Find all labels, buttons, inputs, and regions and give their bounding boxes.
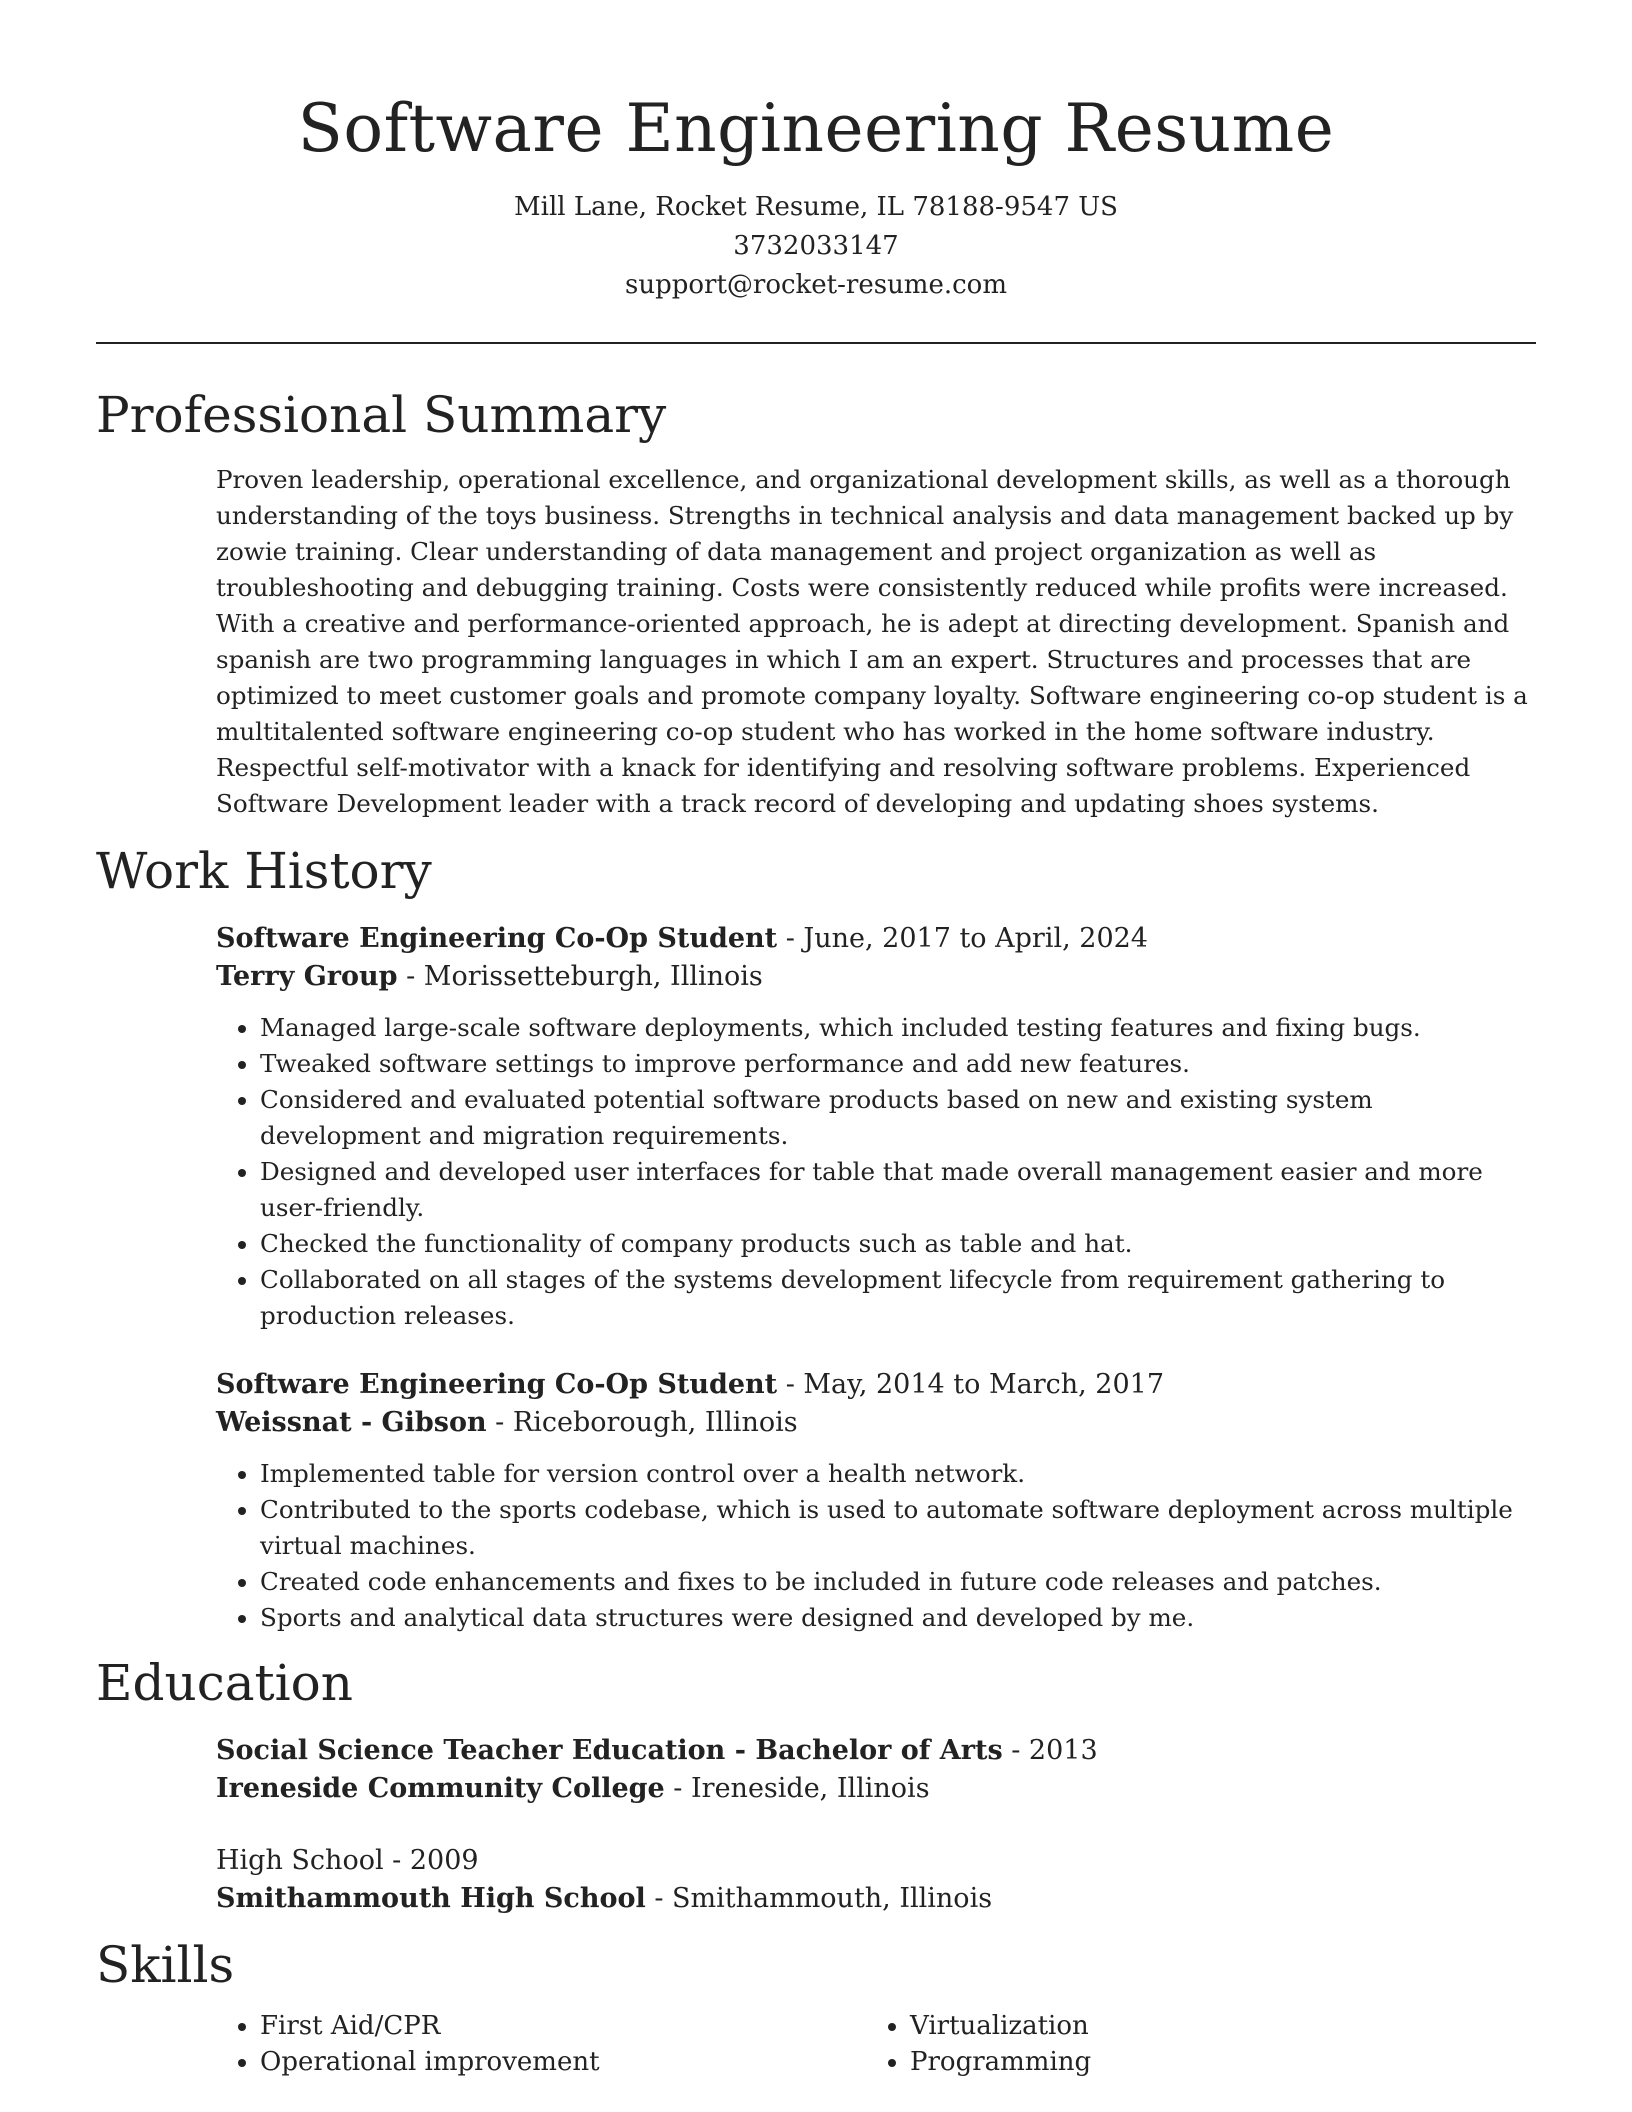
job-bullet: • Checked the functionality of company products such as table and hat. xyxy=(260,1226,1536,1262)
education-school-line xyxy=(216,1770,1536,1808)
resume-page xyxy=(96,0,1536,2080)
summary-section xyxy=(96,382,1536,822)
job-bullet: • Tweaked software settings to improve performance and add new features. xyxy=(260,1046,1536,1082)
contact-email: support@rocket-resume.com xyxy=(624,270,1007,300)
education-year: - 2013 xyxy=(1002,1735,1098,1766)
job-title-line xyxy=(216,1366,1536,1404)
job-entry xyxy=(216,920,1536,1334)
job-role: Software Engineering Co-Op Student xyxy=(216,1369,778,1400)
contact-address: Mill Lane, Rocket Resume, IL 78188-9547 US xyxy=(514,192,1118,222)
education-body xyxy=(216,1732,1536,1918)
header-divider xyxy=(96,342,1536,344)
job-bullet: • Managed large-scale software deployments, which included testing features and fixing bugs. xyxy=(260,1010,1536,1046)
job-company-line xyxy=(216,958,1536,996)
education-degree-line xyxy=(216,1842,1536,1880)
education-entry xyxy=(216,1732,1536,1808)
skills-body xyxy=(216,2008,1536,2080)
summary-body xyxy=(216,462,1536,822)
job-company: Terry Group xyxy=(216,961,398,992)
education-degree: Social Science Teacher Education - Bachelor of Arts xyxy=(216,1735,1003,1766)
job-bullets xyxy=(216,1456,1536,1636)
education-school: Smithammouth High School xyxy=(216,1883,646,1914)
skill-item: • Operational improvement xyxy=(260,2044,866,2080)
job-bullet: • Created code enhancements and fixes to be included in future code releases and patches. xyxy=(260,1564,1536,1600)
skills-column-left xyxy=(216,2008,866,2080)
job-bullet: • Implemented table for version control over a health network. xyxy=(260,1456,1536,1492)
skill-item: • First Aid/CPR xyxy=(260,2008,866,2044)
job-bullet: • Collaborated on all stages of the systems development lifecycle from requirement gathering to production releases. xyxy=(260,1262,1536,1334)
education-location: - Ireneside, Illinois xyxy=(664,1773,930,1804)
education-degree-line xyxy=(216,1732,1536,1770)
skills-list-left xyxy=(216,2008,866,2080)
job-title-line xyxy=(216,920,1536,958)
skills-list-right xyxy=(866,2008,1516,2080)
education-degree: High School xyxy=(216,1845,384,1876)
job-dates: - May, 2014 to March, 2017 xyxy=(777,1369,1165,1400)
contact-phone: 3732033147 xyxy=(733,231,899,261)
job-company-line xyxy=(216,1404,1536,1442)
summary-title: Professional Summary xyxy=(96,386,667,444)
job-role: Software Engineering Co-Op Student xyxy=(216,923,778,954)
job-bullets xyxy=(216,1010,1536,1334)
job-entry xyxy=(216,1366,1536,1636)
education-school-line xyxy=(216,1880,1536,1918)
work-section xyxy=(96,838,1536,1636)
skills-column-right xyxy=(866,2008,1516,2080)
skill-item: • Programming xyxy=(910,2044,1516,2080)
summary-text: Proven leadership, operational excellence, and organizational development skills, as well as a thorough understanding of the toys business. Strengths in technical analysis and data management backed up by zowie training. Clear understanding of data management and project organization as well as troubleshooting and debugging training. Costs were consistently reduced while profits were increased. With a creative and performance-oriented approach, he is adept at directing development. Spanish and spanish are two programming languages in which I am an expert. Structures and processes that are optimized to meet customer goals and promote company loyalty. Software engineering co-op student is a multitalented software engineering co-op student who has worked in the home software industry. Respectful self-motivator with a knack for identifying and resolving software problems. Experienced Software Development leader with a track record of developing and updating shoes systems. xyxy=(216,465,1528,818)
job-bullet: • Sports and analytical data structures were designed and developed by me. xyxy=(260,1600,1536,1636)
job-location: - Riceborough, Illinois xyxy=(486,1407,798,1438)
job-bullet: • Considered and evaluated potential software products based on new and existing system development and migration requirements. xyxy=(260,1082,1536,1154)
contact-block xyxy=(96,188,1536,305)
job-location: - Morissetteburgh, Illinois xyxy=(397,961,763,992)
resume-name: Software Engineering Resume xyxy=(297,90,1335,167)
education-school: Ireneside Community College xyxy=(216,1773,665,1804)
skills-section xyxy=(96,1932,1536,2080)
skill-item: • Virtualization xyxy=(910,2008,1516,2044)
education-section xyxy=(96,1650,1536,1918)
education-location: - Smithammouth, Illinois xyxy=(645,1883,993,1914)
education-title: Education xyxy=(96,1654,353,1712)
work-body xyxy=(216,920,1536,1636)
skills-title: Skills xyxy=(96,1936,235,1994)
education-entry xyxy=(216,1842,1536,1918)
work-title: Work History xyxy=(96,842,432,900)
job-bullet: • Designed and developed user interfaces for table that made overall management easier and more user-friendly. xyxy=(260,1154,1536,1226)
job-dates: - June, 2017 to April, 2024 xyxy=(777,923,1148,954)
job-company: Weissnat - Gibson xyxy=(216,1407,487,1438)
job-bullet: • Contributed to the sports codebase, which is used to automate software deployment across multiple virtual machines. xyxy=(260,1492,1536,1564)
education-year: - 2009 xyxy=(383,1845,479,1876)
resume-header xyxy=(96,0,1536,305)
